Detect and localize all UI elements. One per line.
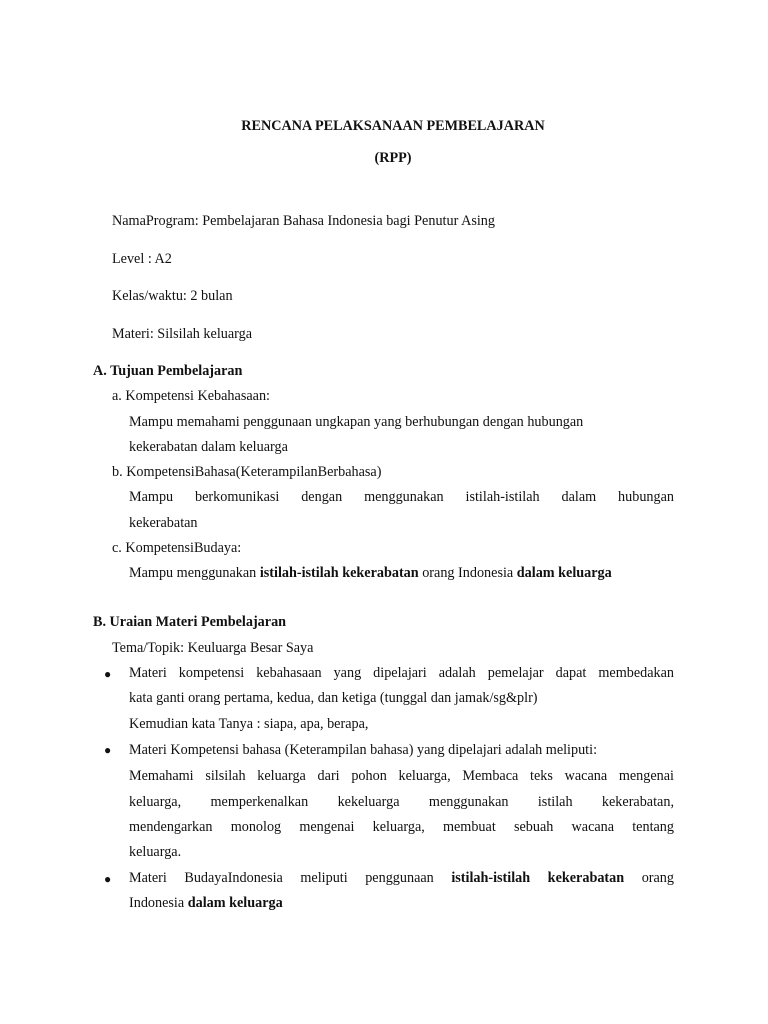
bullet-2-text-5: keluarga.: [129, 844, 182, 860]
document-title: RENCANA PELAKSANAAN PEMBELAJARAN: [241, 118, 545, 134]
document-subtitle: (RPP): [374, 150, 412, 166]
bullet-2-text-2: Memahami silsilah keluarga dari pohon keluarga, Membaca teks wacana mengenai: [129, 768, 674, 784]
info-program: NamaProgram: Pembelajaran Bahasa Indonesia bagi Penutur Asing: [112, 213, 495, 229]
section-a-item-c-label: c. KompetensiBudaya:: [112, 540, 242, 556]
section-a-item-a-text-2: kekerabatan dalam keluarga: [129, 439, 288, 455]
bullet-icon: ●: [104, 743, 112, 757]
bullet-1-text-3: Kemudian kata Tanya : siapa, apa, berapa,: [129, 716, 369, 732]
bold-term: dalam keluarga: [187, 895, 283, 911]
info-level: Level : A2: [112, 251, 172, 267]
bullet-2-text-4: mendengarkan monolog mengenai keluarga, membuat sebuah wacana tentang: [129, 819, 674, 835]
bullet-icon: ●: [104, 872, 112, 886]
bullet-icon: ●: [104, 667, 112, 681]
info-kelas: Kelas/waktu: 2 bulan: [112, 288, 233, 304]
bold-term: dalam keluarga: [516, 565, 612, 581]
section-a-item-a-label: a. Kompetensi Kebahasaan:: [112, 388, 270, 404]
info-materi: Materi: Silsilah keluarga: [112, 326, 253, 342]
section-a-heading: A. Tujuan Pembelajaran: [93, 363, 243, 379]
section-a-item-b-text-1: Mampu berkomunikasi dengan menggunakan istilah-istilah dalam hubungan: [129, 489, 674, 505]
bullet-3-text-2: Indonesia dalam keluarga: [129, 895, 283, 911]
bold-term: istilah-istilah kekerabatan: [259, 565, 419, 581]
section-a-item-c-text: Mampu menggunakan istilah-istilah kekerabatan orang Indonesia dalam keluarga: [129, 565, 612, 581]
section-a-item-b-label: b. KompetensiBahasa(KeterampilanBerbahasa): [112, 464, 382, 480]
section-a-item-a-text-1: Mampu memahami penggunaan ungkapan yang berhubungan dengan hubungan: [129, 414, 584, 430]
bullet-2-text-1: Materi Kompetensi bahasa (Keterampilan bahasa) yang dipelajari adalah meliputi:: [129, 742, 598, 758]
bullet-3-text-1: Materi BudayaIndonesia meliputi penggunaan istilah-istilah kekerabatan orang: [129, 870, 674, 886]
bullet-2-text-3: keluarga, memperkenalkan kekeluarga menggunakan istilah kekerabatan,: [129, 794, 674, 810]
section-b-tema: Tema/Topik: Keuluarga Besar Saya: [112, 640, 314, 656]
bullet-1-text-1: Materi kompetensi kebahasaan yang dipelajari adalah pemelajar dapat membedakan: [129, 665, 674, 681]
section-b-heading: B. Uraian Materi Pembelajaran: [93, 614, 287, 630]
bold-term: istilah-istilah kekerabatan: [451, 870, 625, 886]
section-a-item-b-text-2: kekerabatan: [129, 515, 198, 531]
bullet-1-text-2: kata ganti orang pertama, kedua, dan ketiga (tunggal dan jamak/sg&plr): [129, 690, 538, 706]
